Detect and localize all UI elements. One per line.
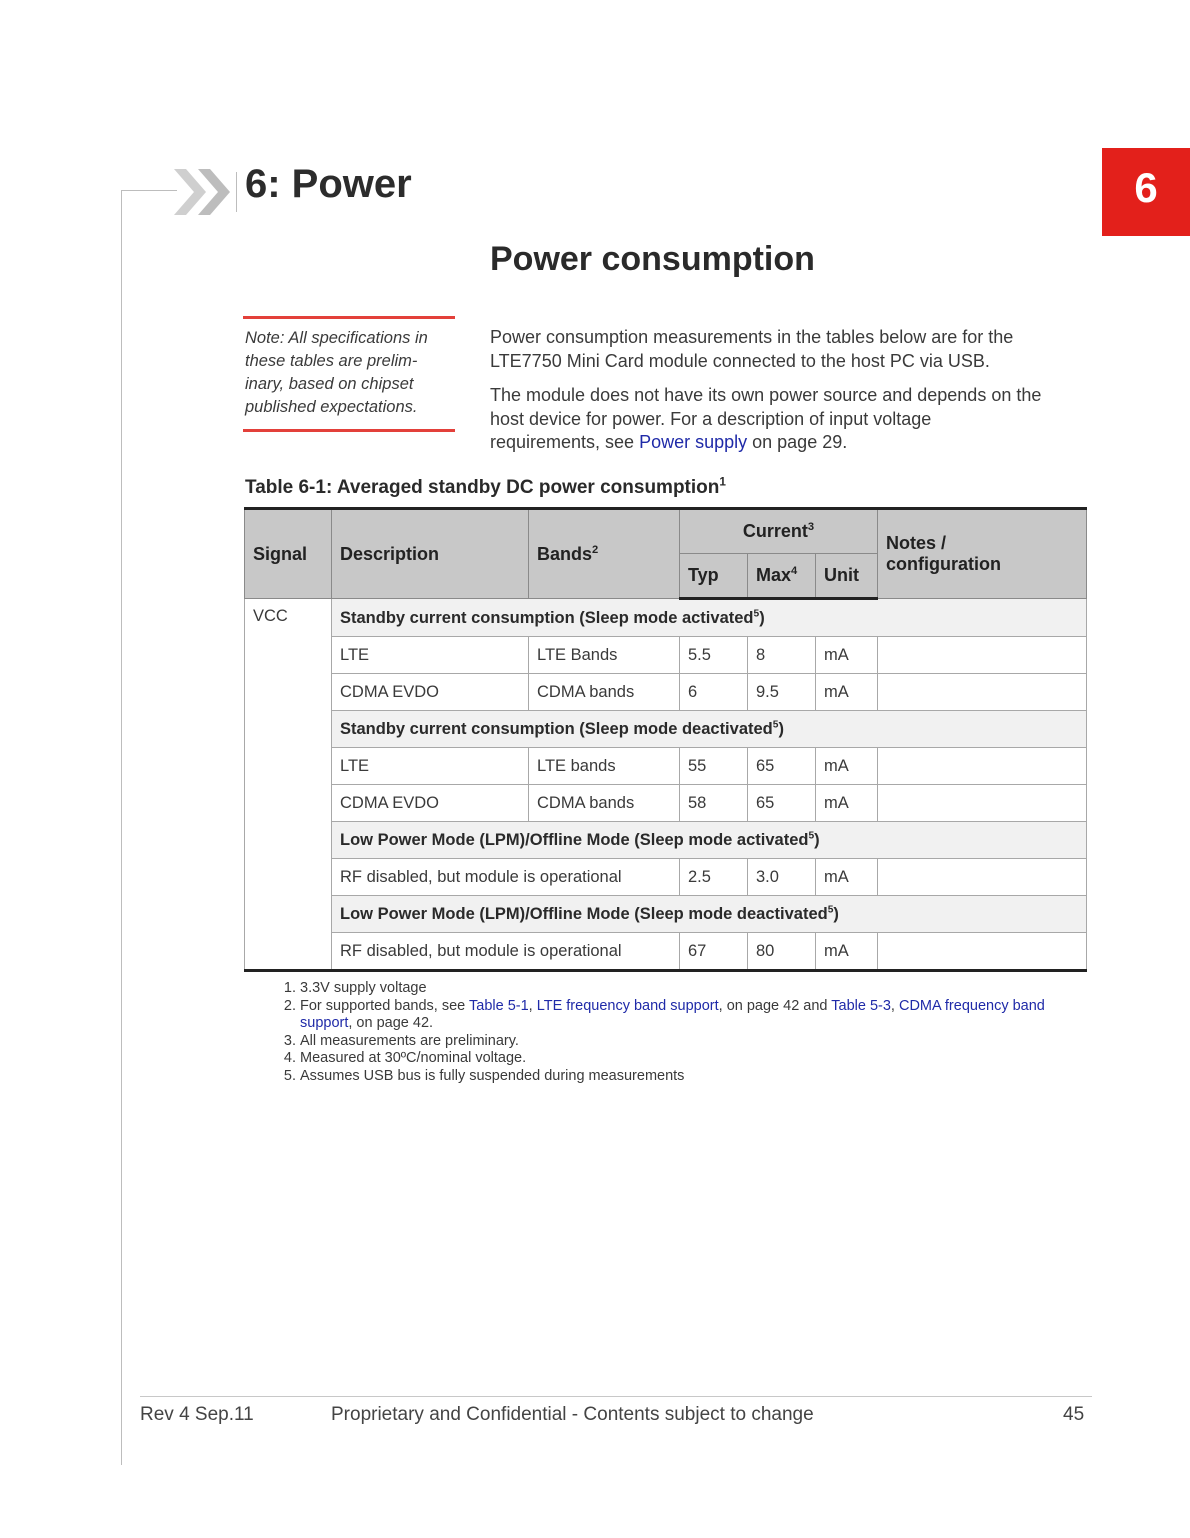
notes-cell [878, 859, 1087, 896]
group-header: Low Power Mode (LPM)/Offline Mode (Sleep mode activated$^5$) [332, 822, 1087, 859]
header-bands: Bands$^2$ [529, 509, 680, 599]
note-line: published expectations. [245, 398, 418, 416]
signal-cell: VCC [245, 599, 332, 971]
chapter-separator [236, 172, 237, 212]
paragraph-line: Power consumption measurements in the tables below are for the [490, 327, 1014, 347]
typ-cell: 58 [680, 785, 748, 822]
page-number: 45 [1063, 1404, 1085, 1425]
unit-cell: mA [816, 933, 878, 971]
table-row [245, 933, 1087, 971]
bands-cell: LTE bands [529, 748, 680, 785]
description-cell: CDMA EVDO [332, 674, 529, 711]
intro-paragraph [490, 326, 1090, 373]
section-title: Power consumption [490, 240, 815, 278]
chapter-title: 6: Power [245, 162, 412, 206]
max-cell: 65 [748, 748, 816, 785]
footnote: 3. All measurements are preliminary. [300, 1033, 1100, 1051]
header-unit: Unit [816, 554, 878, 599]
max-cell: 65 [748, 785, 816, 822]
footnote: 5. Assumes USB bus is fully suspended during measurements [300, 1068, 1100, 1086]
note-line: these tables are prelim- [245, 352, 418, 370]
header-connector-rule [121, 190, 177, 191]
header-notes: Notes / configuration [878, 509, 1087, 599]
double-chevron-icon [172, 165, 234, 219]
table-row [245, 637, 1087, 674]
note-line: Note: All specifications in [245, 329, 428, 347]
power-supply-link[interactable]: Power supply [639, 432, 748, 452]
description-cell: CDMA EVDO [332, 785, 529, 822]
cdma-band-support-link[interactable]: CDMA frequency band support [300, 997, 1045, 1032]
footnote: 1. 3.3V supply voltage [300, 980, 1100, 998]
unit-cell: mA [816, 785, 878, 822]
unit-cell: mA [816, 748, 878, 785]
paragraph-line: The module does not have its own power source and depends on the [490, 385, 1042, 405]
group-header: Standby current consumption (Sleep mode activated$^5$) [332, 599, 1087, 637]
description-cell: RF disabled, but module is operational [332, 859, 680, 896]
table-caption-text: Table 6-1: Averaged standby DC power consumption [245, 477, 720, 498]
paragraph-line: LTE7750 Mini Card module connected to the host PC via USB. [490, 350, 990, 371]
table-footnotes [270, 980, 1100, 1086]
unit-cell: mA [816, 674, 878, 711]
notes-cell [878, 785, 1087, 822]
power-source-paragraph [490, 384, 1090, 455]
description-cell: RF disabled, but module is operational [332, 933, 680, 971]
footer-confidential: Proprietary and Confidential - Contents subject to change [331, 1404, 814, 1425]
table-5-1-link[interactable]: Table 5-1 [469, 997, 529, 1014]
power-consumption-table [244, 507, 1087, 972]
chapter-tab-number: 6 [1134, 164, 1158, 211]
bands-cell: LTE Bands [529, 637, 680, 674]
footnote: 4. Measured at 30ºC/nominal voltage. [300, 1050, 1100, 1068]
header-description: Description [332, 509, 529, 599]
table-caption [245, 477, 726, 499]
bands-cell: CDMA bands [529, 674, 680, 711]
table-5-3-link[interactable]: Table 5-3 [831, 997, 891, 1014]
unit-cell: mA [816, 859, 878, 896]
max-cell: 8 [748, 637, 816, 674]
notes-cell [878, 933, 1087, 971]
notes-cell [878, 748, 1087, 785]
max-cell: 3.0 [748, 859, 816, 896]
header-current: Current$^3$ [680, 509, 878, 554]
chapter-tab [1102, 148, 1190, 236]
paragraph-line: requirements, see [490, 432, 640, 452]
footnote-ref: 1 [719, 475, 726, 489]
header-signal: Signal [245, 509, 332, 599]
note-bottom-rule [243, 429, 455, 432]
footnote: 2. For supported bands, see Table 5-1, LTE frequency band support, on page 42 and Table 5-3, CDMA frequency band support, on page 42. [300, 998, 1100, 1033]
note-top-rule [243, 316, 455, 319]
max-cell: 80 [748, 933, 816, 971]
typ-cell: 55 [680, 748, 748, 785]
table-row [245, 859, 1087, 896]
note-line: inary, based on chipset [245, 375, 414, 393]
typ-cell: 2.5 [680, 859, 748, 896]
description-cell: LTE [332, 748, 529, 785]
header-typ: Typ [680, 554, 748, 599]
footer-rule [140, 1396, 1092, 1397]
group-header: Standby current consumption (Sleep mode deactivated$^5$) [332, 711, 1087, 748]
description-cell: LTE [332, 637, 529, 674]
header-max: Max$^4$ [748, 554, 816, 599]
notes-cell [878, 637, 1087, 674]
group-header: Low Power Mode (LPM)/Offline Mode (Sleep mode deactivated$^5$) [332, 896, 1087, 933]
table-row [245, 748, 1087, 785]
table-row [245, 674, 1087, 711]
lte-band-support-link[interactable]: LTE frequency band support [536, 997, 719, 1014]
notes-cell [878, 674, 1087, 711]
unit-cell: mA [816, 637, 878, 674]
table-row [245, 785, 1087, 822]
bands-cell: CDMA bands [529, 785, 680, 822]
footer-revision: Rev 4 Sep.11 [140, 1404, 254, 1425]
side-note [245, 327, 455, 419]
paragraph-line: on page 29. [747, 432, 848, 452]
typ-cell: 67 [680, 933, 748, 971]
max-cell: 9.5 [748, 674, 816, 711]
typ-cell: 6 [680, 674, 748, 711]
left-margin-rule [121, 190, 122, 1465]
paragraph-line: host device for power. For a description of input voltage [490, 408, 932, 429]
typ-cell: 5.5 [680, 637, 748, 674]
